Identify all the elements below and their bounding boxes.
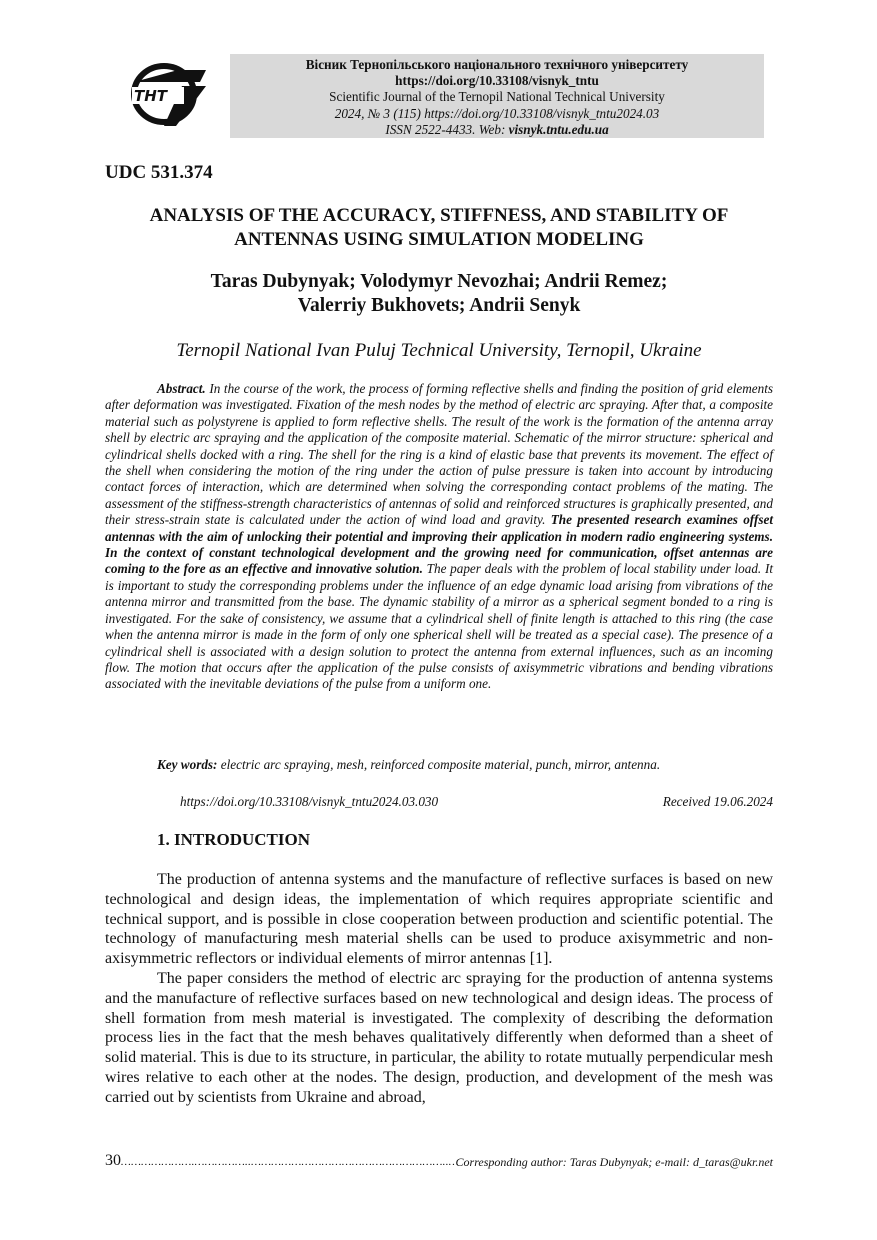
keywords-label: Key words: — [157, 757, 218, 772]
journal-header — [230, 54, 764, 138]
article-doi[interactable]: https://doi.org/10.33108/visnyk_tntu2024.03.030 — [180, 794, 439, 809]
header-issue: 2024, № 3 (115) https://doi.org/10.33108/visnyk_tntu2024.03 — [334, 105, 660, 121]
keywords — [157, 757, 773, 773]
header-journal-doi[interactable]: https://doi.org/10.33108/visnyk_tntu — [395, 73, 599, 89]
received-date: Received 19.06.2024 — [662, 794, 773, 809]
title-line-2: ANTENNAS USING SIMULATION MODELING — [234, 229, 644, 250]
title-line-1: ANALYSIS OF THE ACCURACY, STIFFNESS, AND STABILITY OF — [149, 205, 729, 226]
intro-paragraph-2: The paper considers the method of electric arc spraying for the production of antenna systems and the manufacture of reflective surfaces based on new technological and design ideas. The process of shell formation from mesh material is investigated. The complexity of describing the deformation process lies in the fact that the mesh behaves qualitatively differently when deformed than a sheet of solid material. This is due to its structure, in particular, the ability to rotate mutually perpendicular mesh wires relative to each other at the nodes. The design, production, and development of the mesh was carried out by scientists from Ukraine and abroad, — [105, 969, 773, 1106]
page-footer — [105, 1152, 773, 1170]
authors — [105, 270, 773, 318]
footer-dots: ………………….……………..…………………………………………………..… — [121, 1156, 459, 1168]
abstract — [105, 381, 773, 693]
paper-title — [105, 204, 773, 252]
section-heading-introduction: 1. INTRODUCTION — [157, 830, 311, 849]
authors-line-1: Taras Dubynyak; Volodymyr Nevozhai; Andrii Remez; — [210, 271, 668, 292]
header-journal-ua: Вісник Тернопільського національного технічного університету — [305, 57, 689, 72]
header-issn — [230, 122, 764, 138]
introduction-body — [105, 870, 773, 1108]
abstract-text-2: The paper deals with the problem of local stability under load. It is important to study the corresponding problems under the influence of an edge dynamic load arising from vibrations of the antenna mirror and transmitted from the base. The dynamic stability of a mirror as a spherical segment bonded to a ring is investigated. For the sake of consistency, we assume that a cylindrical shell of finite length is attached to this ring (the case when the antenna mirror is made in the form of only one spherical shell will be treated as a special case). The presence of a cylindrical shell is associated with a design solution to protect the antenna from external influences, such as an incoming flow. The motion that occurs after the application of the pulse consists of axisymmetric vibrations and bending vibrations associated with the inevitable deviations of the pulse from a uniform one. — [105, 561, 773, 692]
intro-paragraph-1: The production of antenna systems and the manufacture of reflective surfaces is based on new technological and design ideas, the implementation of which requires appropriate scientific and technical support, and is possible in close cooperation between production and scientific potential. The technology of manufacturing mesh material shells can be used to produce axisymmetric and non-axisymmetric reflectors or individual elements of mirror antennas [1]. — [105, 871, 773, 968]
udc-code: UDC 531.374 — [105, 162, 213, 183]
header-issn-text: ISSN 2522-4433. Web: — [385, 121, 509, 137]
abstract-bold-text: The presented research examines offset antennas with the aim of unlocking their potential and improving their application in modern radio engineering systems. In the context of constant technological development and the growing need for communication, offset antennas are coming to the fore as an effective and innovative solution. — [105, 512, 773, 577]
affiliation: Ternopil National Ivan Puluj Technical University, Ternopil, Ukraine — [176, 340, 702, 361]
logo-text: ТНТ — [134, 87, 168, 105]
authors-line-2: Valerriy Bukhovets; Andrii Senyk — [297, 295, 581, 316]
corresponding-author: Corresponding author: Taras Dubynyak; e-mail: d_taras@ukr.net — [455, 1155, 773, 1169]
page-number: 30 — [105, 1152, 121, 1169]
header-web-link[interactable]: visnyk.tntu.edu.ua — [508, 121, 609, 137]
journal-logo — [126, 60, 208, 130]
abstract-label: Abstract. — [157, 381, 206, 396]
abstract-text-1: In the course of the work, the process of forming reflective shells and finding the position of grid elements after deformation was investigated. Fixation of the mesh nodes by the method of electric arc spraying. After that, a composite material such as polystyrene is applied to form reflective shells. The result of the work is the formation of the antenna array shell by electric arc spraying and the application of the composite material. Schematic of the mirror structure: spherical and cylindrical shells docked with a ring. The shell for the ring is a kind of elastic base that prevents its movement. The effect of the shell when considering the motion of the ring under the action of pulse pressure is taken into account by introducing contact forces of interaction, which are determined when solving the corresponding contact problems of the mating. The assessment of the stiffness-strength characteristics of antennas of solid and reinforced structures is graphically presented, and their stress-strain state is calculated under the action of wind load and gravity. — [105, 381, 773, 528]
header-journal-en: Scientific Journal of the Ternopil National Technical University — [329, 89, 665, 105]
keywords-text: electric arc spraying, mesh, reinforced composite material, punch, mirror, antenna. — [217, 757, 661, 772]
